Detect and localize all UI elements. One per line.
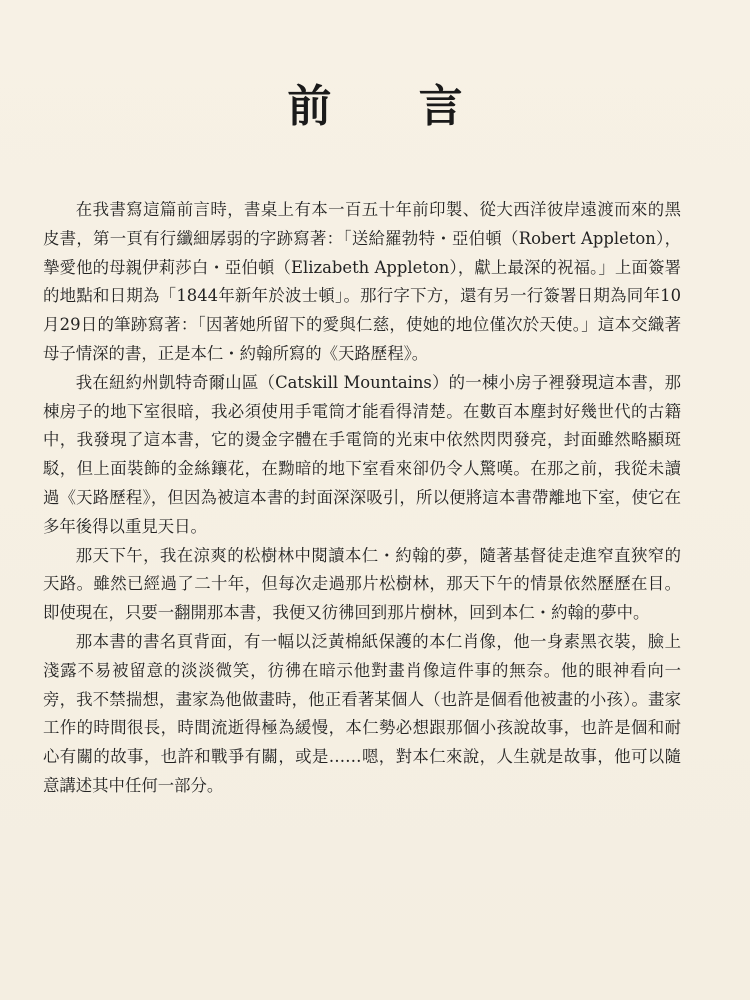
paragraph-4: 那本書的書名頁背面，有一幅以泛黃棉紙保護的本仁肖像，他一身素黑衣裝，臉上淺露不易被留意的淡淡微笑，彷彿在暗示他對畫肖像這件事的無奈。他的眼神看向一旁，我不禁揣想，畫家為他做畫時，他正看著某個人（也許是個看他被畫的小孩）。畫家工作的時間很長，時間流逝得極為緩慢，本仁勢必想跟那個小孩說故事，也許是個和耐心有關的故事，也許和戰爭有關，或是……嗯，對本仁來說，人生就是故事，他可以隨意講述其中任何一部分。 xyxy=(43,631,681,795)
page-title: 前 言 xyxy=(287,81,499,132)
preface-body xyxy=(43,196,681,801)
paragraph-2: 我在紐約州凱特奇爾山區（Catskill Mountains）的一棟小房子裡發現這本書，那棟房子的地下室很暗，我必須使用手電筒才能看得清楚。在數百本塵封好幾世代的古籍中，我發現了這本書，它的燙金字體在手電筒的光束中依然閃閃發亮，封面雖然略顯斑駁，但上面裝飾的金絲鑲花，在黝暗的地下室看來卻仍令人驚嘆。在那之前，我從未讀過《天路歷程》，但因為被這本書的封面深深吸引，所以便將這本書帶離地下室，使它在多年後得以重見天日。 xyxy=(43,372,681,536)
paragraph-3: 那天下午，我在涼爽的松樹林中閱讀本仁・約翰的夢，隨著基督徒走進窄直狹窄的天路。雖然已經過了二十年，但每次走過那片松樹林，那天下午的情景依然歷歷在目。即使現在，只要一翻開那本書，我便又彷彿回到那片樹林，回到本仁・約翰的夢中。 xyxy=(43,545,681,623)
paragraph-1: 在我書寫這篇前言時，書桌上有本一百五十年前印製、從大西洋彼岸遠渡而來的黑皮書，第一頁有行纖細孱弱的字跡寫著：「送給羅勃特・亞伯頓（Robert Appleton），摯愛他的母親伊莉莎白・亞伯頓（Elizabeth Appleton），獻上最深的祝福。」上面簽署的地點和日期為「1844年新年於波士頓」。那行字下方，還有另一行簽署日期為同年10月29日的筆跡寫著：「因著她所留下的愛與仁慈，使她的地位僅次於天使。」這本交織著母子情深的書，正是本仁・約翰所寫的《天路歷程》。 xyxy=(43,200,681,363)
